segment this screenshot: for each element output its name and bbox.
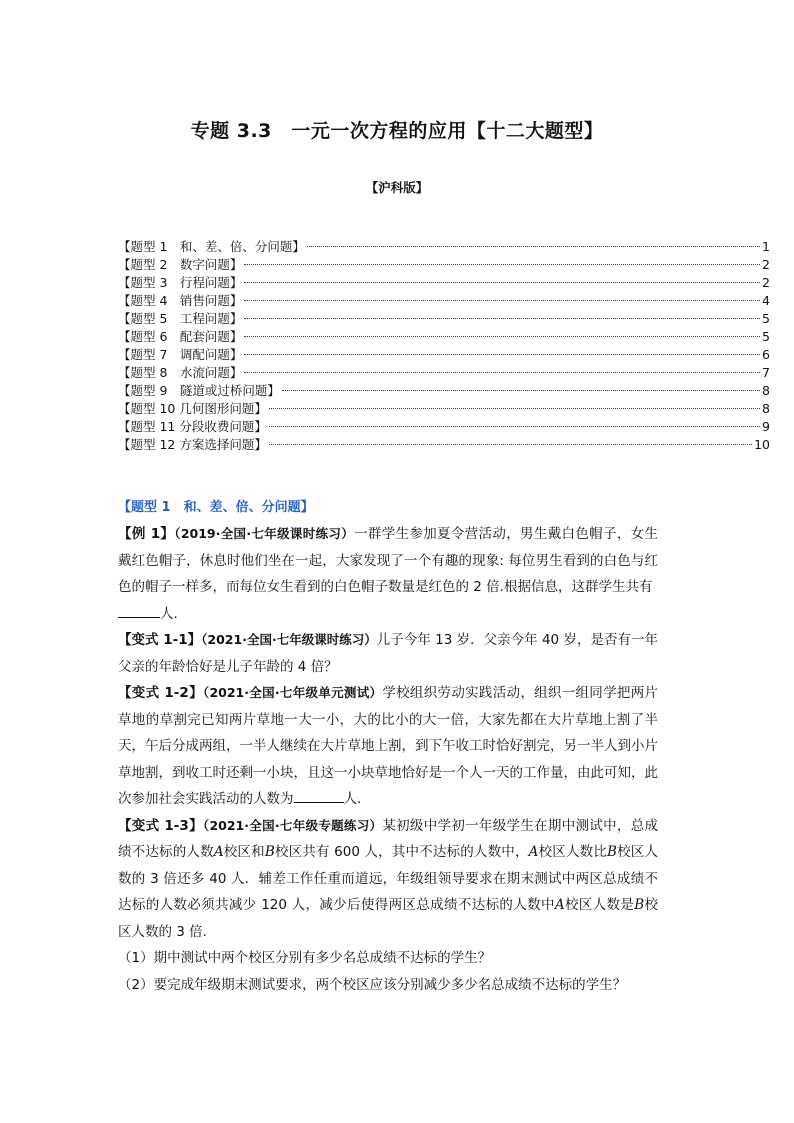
- toc-leader-dots: [269, 408, 760, 409]
- variable-a: A: [528, 844, 539, 860]
- variant-text: 儿子今年 13 岁．父亲今年 40 岁，是否有一年父亲的年龄恰好是儿子年龄的 4 倍？: [118, 632, 658, 675]
- toc-entry[interactable]: [118, 274, 770, 292]
- variant-text: 校区共有 600 人，其中不达标的人数中，: [274, 844, 529, 860]
- variant-1-1: [118, 627, 658, 680]
- toc-entry[interactable]: [118, 400, 770, 418]
- toc-entry-page: 1: [762, 239, 770, 254]
- variant-tag: 【变式 1-2】: [118, 685, 203, 701]
- variant-tag: 【变式 1-3】: [118, 817, 203, 834]
- example-text-end: 人.: [160, 605, 178, 622]
- toc-entry-label: 【题型 6 配套问题】: [118, 329, 243, 344]
- toc-leader-dots: [244, 300, 760, 301]
- variant-text-end: 人．: [343, 791, 371, 807]
- example-text: 一群学生参加夏令营活动，男生戴白色帽子，女生戴红色帽子，休息时他们坐在一起，大家发现了一个有趣的现象: 每位男生看到的白色与红色的帽子一样多，而每位女生看到的白色帽子数量是红色的 2 倍.根据信息，这群学生共有: [118, 526, 659, 595]
- toc-entry-page: 9: [762, 419, 770, 434]
- toc-entry[interactable]: [118, 418, 770, 436]
- section-heading: 【题型 1 和、差、倍、分问题】: [118, 500, 314, 515]
- variant-text: 校区和: [223, 844, 265, 860]
- toc-leader-dots: [244, 354, 760, 355]
- variant-1-2: [118, 680, 658, 813]
- toc-entry-label: 【题型 8 水流问题】: [118, 365, 243, 380]
- toc-entry[interactable]: [118, 256, 770, 274]
- toc-entry[interactable]: [118, 328, 770, 346]
- answer-blank[interactable]: [294, 788, 344, 803]
- toc-leader-dots: [244, 318, 760, 319]
- toc-entry[interactable]: [118, 310, 770, 328]
- toc-entry-label: 【题型 10 几何图形问题】: [118, 401, 267, 416]
- toc-entry-page: 10: [754, 437, 770, 452]
- toc-leader-dots: [244, 282, 760, 283]
- toc-entry[interactable]: [118, 292, 770, 310]
- toc-entry[interactable]: [118, 436, 770, 454]
- variant-text: 校区人数是: [564, 897, 635, 913]
- toc-entry-label: 【题型 12 方案选择问题】: [118, 437, 267, 452]
- variant-text: 某初级中学初一年级学生在期中测试中，总成绩不达标的人数: [118, 817, 659, 860]
- variant-1-3: [118, 813, 658, 946]
- toc-leader-dots: [307, 246, 760, 247]
- toc-leader-dots: [269, 426, 760, 427]
- section-body: [118, 521, 658, 998]
- variant-source: （2021·全国·七年级专题练习）: [202, 817, 383, 833]
- toc-entry[interactable]: [118, 238, 770, 256]
- example-source: （2019·全国·七年级课时练习）: [174, 526, 355, 541]
- toc-entry[interactable]: [118, 346, 770, 364]
- toc-entry-label: 【题型 3 行程问题】: [118, 275, 243, 290]
- toc-leader-dots: [282, 390, 760, 391]
- toc-entry[interactable]: [118, 382, 770, 400]
- toc-entry-label: 【题型 4 销售问题】: [118, 293, 243, 308]
- answer-blank[interactable]: [118, 603, 160, 618]
- variant-source: （2021·全国·七年级课时练习）: [201, 632, 377, 647]
- variant-text: 校区人数的 3 倍还多 40 人．辅差工作任重而道远，年级组领导要求在期末测试中两区总成绩不达标的人数必须共减少 120 人，减少后使得两区总成绩不达标的人数中: [118, 844, 658, 913]
- toc-entry-label: 【题型 7 调配问题】: [118, 347, 243, 362]
- variant-tag: 【变式 1-1】: [118, 632, 202, 648]
- toc-entry-page: 4: [762, 293, 770, 308]
- variable-b: B: [634, 897, 645, 913]
- variant-text: 校区人数的 3 倍．: [118, 897, 659, 940]
- toc-entry-label: 【题型 9 隧道或过桥问题】: [118, 383, 280, 398]
- toc-entry-label: 【题型 1 和、差、倍、分问题】: [118, 239, 305, 254]
- page-subtitle: 【沪科版】: [365, 180, 429, 195]
- question-1: （1）期中测试中两个校区分别有多少名总成绩不达标的学生？: [118, 950, 492, 966]
- example-tag: 【例 1】: [118, 526, 175, 542]
- toc-entry-page: 2: [762, 275, 770, 290]
- toc-leader-dots: [244, 264, 760, 265]
- toc-leader-dots: [244, 336, 760, 337]
- toc-entry-page: 5: [762, 329, 770, 344]
- toc-entry-page: 2: [762, 257, 770, 272]
- toc-entry-label: 【题型 5 工程问题】: [118, 311, 243, 326]
- toc-leader-dots: [269, 444, 752, 445]
- variant-text: 校区人数比: [538, 844, 608, 860]
- toc-entry-label: 【题型 11 分段收费问题】: [118, 419, 267, 434]
- variable-b: B: [607, 844, 617, 860]
- variable-a: A: [554, 897, 565, 913]
- toc-entry-label: 【题型 2 数字问题】: [118, 257, 243, 272]
- toc-leader-dots: [244, 372, 760, 373]
- question-2: （2）要完成年级期末测试要求，两个校区应该分别减少多少名总成绩不达标的学生？: [118, 976, 627, 993]
- variant-text: 学校组织劳动实践活动，组织一组同学把两片草地的草割完已知两片草地一大一小，大的比小的大一倍，大家先都在大片草地上割了半天，午后分成两组，一半人继续在大片草地上割，到下午收工时恰好割完，另一半人到小片草地割，到收工时还剩一小块，且这一小块草地恰好是一个人一天的工作量，由此可知，此次参加社会实践活动的人数为: [118, 685, 659, 807]
- toc-entry-page: 5: [762, 311, 770, 326]
- variant-source: （2021·全国·七年级单元测试）: [202, 685, 383, 700]
- table-of-contents: [118, 238, 770, 454]
- toc-entry-page: 8: [762, 383, 770, 398]
- toc-entry-page: 8: [762, 401, 770, 416]
- toc-entry-page: 7: [762, 365, 770, 380]
- variable-a: A: [213, 844, 224, 860]
- toc-entry[interactable]: [118, 364, 770, 382]
- example-1: [118, 521, 658, 627]
- toc-entry-page: 6: [762, 347, 770, 362]
- variable-b: B: [264, 844, 275, 860]
- page-title: 专题 3.3 一元一次方程的应用【十二大题型】: [190, 120, 604, 142]
